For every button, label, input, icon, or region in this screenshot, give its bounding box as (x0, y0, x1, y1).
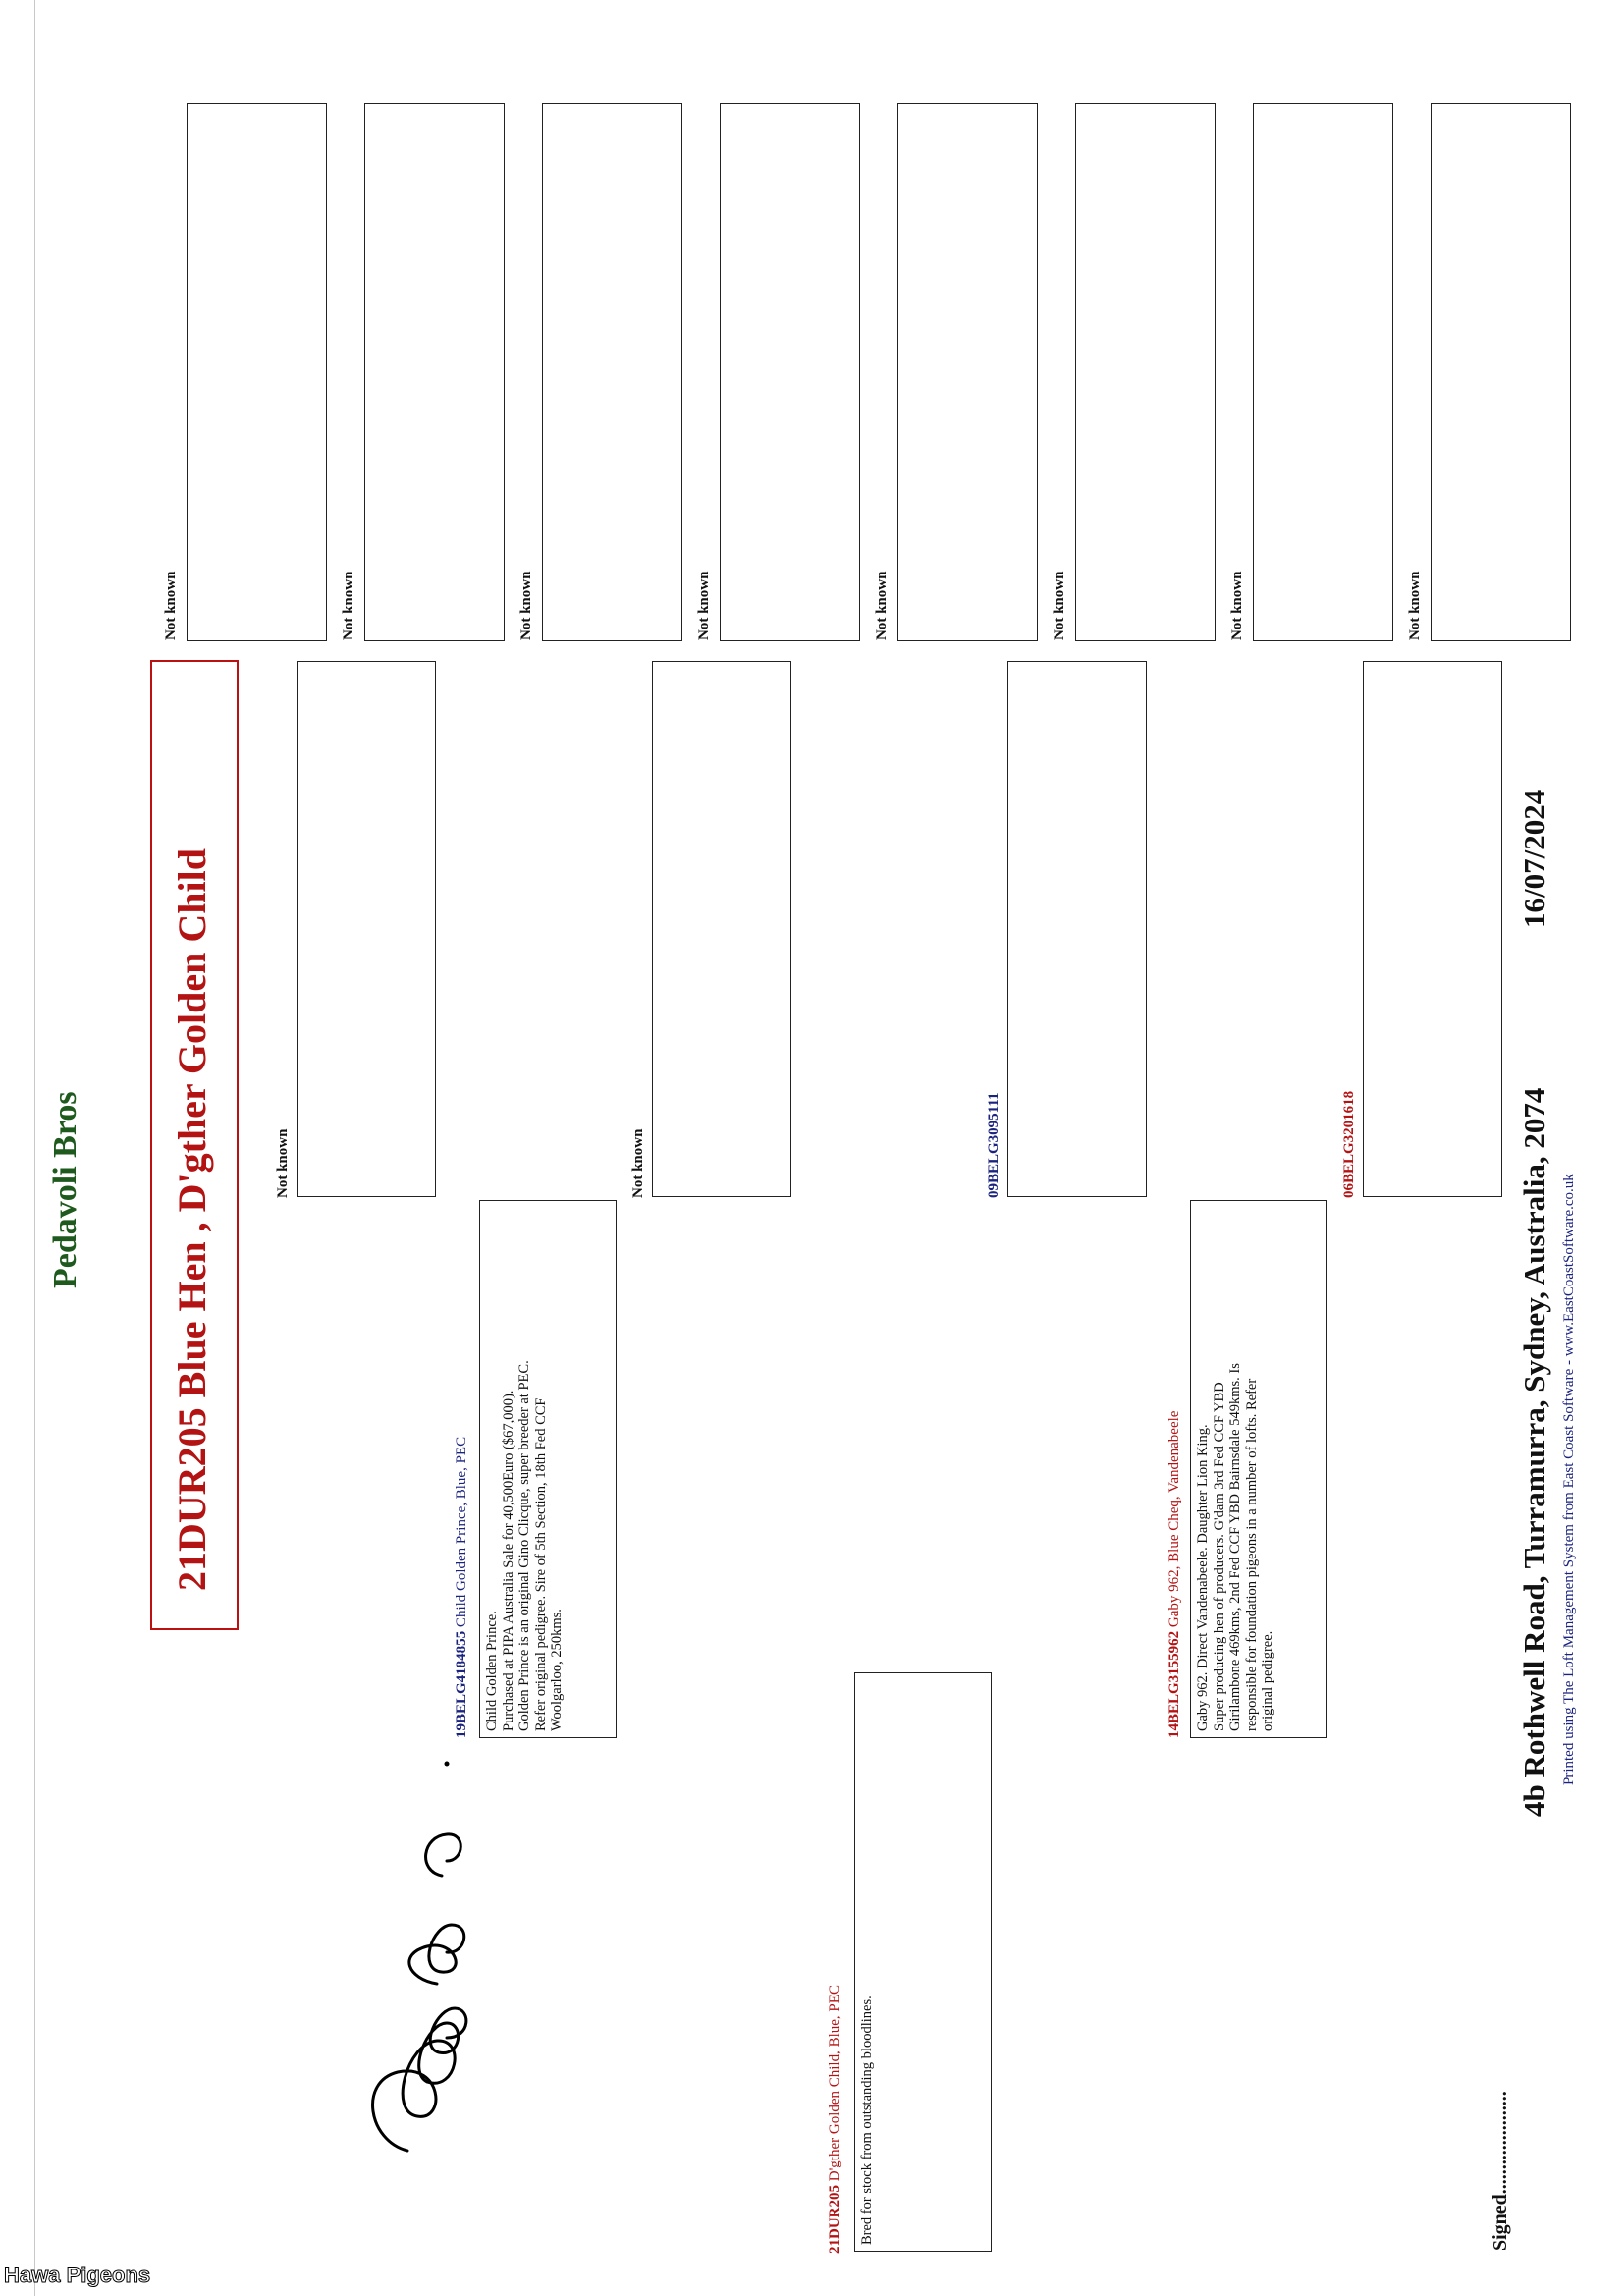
sire-notes-line-1: Child Golden Prince. (484, 1611, 500, 1731)
great-grandparent-box-1 (187, 103, 327, 641)
great-grandparent-label-1: Not known (163, 571, 179, 640)
page-edge-line (34, 0, 35, 2296)
great-grandparent-label-4: Not known (696, 571, 712, 640)
great-grandparent-box-8 (1431, 103, 1571, 641)
subject-box (854, 1672, 992, 2252)
great-grandparent-label-8: Not known (1407, 571, 1423, 640)
grandparent-box-3 (1007, 661, 1147, 1197)
dam-description: Gaby 962, Blue Cheq, Vandenabeele (1166, 1410, 1182, 1628)
subject-notes: Bred for stock from outstanding bloodlines. (859, 1995, 875, 2245)
great-grandparent-box-6 (1075, 103, 1216, 641)
sire-notes-line-4: Refer original pedigree. Sire of 5th Section, 18th Fed CCF (532, 1397, 549, 1731)
subject-panel (827, 1665, 843, 2254)
date: 16/07/2024 (1517, 789, 1551, 928)
sire-ring: 19BELG4184855 (454, 1630, 469, 1738)
dam-notes-line-2: Super producing hen of producers. G'dam 3rd Fed CCF YBD (1211, 1382, 1227, 1731)
sire-box (479, 1200, 617, 1738)
dam-panel (1166, 1247, 1183, 1738)
great-grandparent-box-4 (720, 103, 860, 641)
grandparent-box-4 (1363, 661, 1502, 1197)
dam-ring: 14BELG3155962 (1166, 1630, 1182, 1738)
dam-notes-line-4: responsible for foundation pigeons in a number of lofts. Refer (1243, 1378, 1260, 1731)
grandparent-label-1: Not known (275, 1128, 291, 1198)
dam-notes-line-3: Girilambone 469kms, 2nd Fed CCF YBD Bairnsdale 549kms. Is (1227, 1363, 1243, 1731)
pedigree-title: 21DUR205 Blue Hen , D'gther Golden Child (170, 848, 214, 1591)
dam-notes-line-5: original pedigree. (1260, 1630, 1275, 1731)
great-grandparent-box-7 (1253, 103, 1393, 641)
grandparent-label-2: Not known (630, 1128, 646, 1198)
great-grandparent-label-2: Not known (341, 571, 356, 640)
dam-box (1190, 1200, 1327, 1738)
subject-description: D'gther Golden Child, Blue, PEC (827, 1985, 842, 2182)
sire-panel (454, 1247, 470, 1738)
address: 4b Rothwell Road, Turramurra, Sydney, Australia, 2074 (1517, 1087, 1551, 1817)
great-grandparent-box-2 (364, 103, 505, 641)
grandparent-label-3: 09BELG3095111 (986, 1092, 1001, 1198)
grandparent-label-4: 06BELG3201618 (1341, 1090, 1357, 1198)
sire-notes-line-3: Golden Prince is an original Gino Clicque, super breeder at PEC. (516, 1360, 532, 1731)
subject-ring: 21DUR205 (827, 2185, 842, 2254)
signed-label: Signed..................... (1489, 2091, 1511, 2251)
signature-scribble (349, 1728, 486, 2160)
loft-name: Pedavoli Bros (47, 1091, 83, 1288)
grandparent-box-1 (297, 661, 436, 1197)
sire-notes-line-5: Woolgarloo, 250kms. (549, 1609, 565, 1731)
grandparent-box-2 (652, 661, 791, 1197)
great-grandparent-box-5 (897, 103, 1038, 641)
printed-by: Printed using The Loft Management System from East Coast Software - www.EastCoastSoftware.co.uk (1561, 1174, 1577, 1785)
sire-notes-line-2: Purchased at PIPA Australia Sale for 40,500Euro ($67,000). (500, 1390, 516, 1731)
great-grandparent-label-7: Not known (1229, 571, 1245, 640)
great-grandparent-box-3 (542, 103, 682, 641)
great-grandparent-label-3: Not known (518, 571, 534, 640)
sire-description: Child Golden Prince, Blue, PEC (454, 1436, 469, 1628)
great-grandparent-label-5: Not known (874, 571, 890, 640)
dam-notes-line-1: Gaby 962. Direct Vandenabeele. Daughter Lion King. (1195, 1424, 1211, 1731)
great-grandparent-label-6: Not known (1052, 571, 1067, 640)
watermark: Hawa Pigeons (4, 2263, 151, 2287)
